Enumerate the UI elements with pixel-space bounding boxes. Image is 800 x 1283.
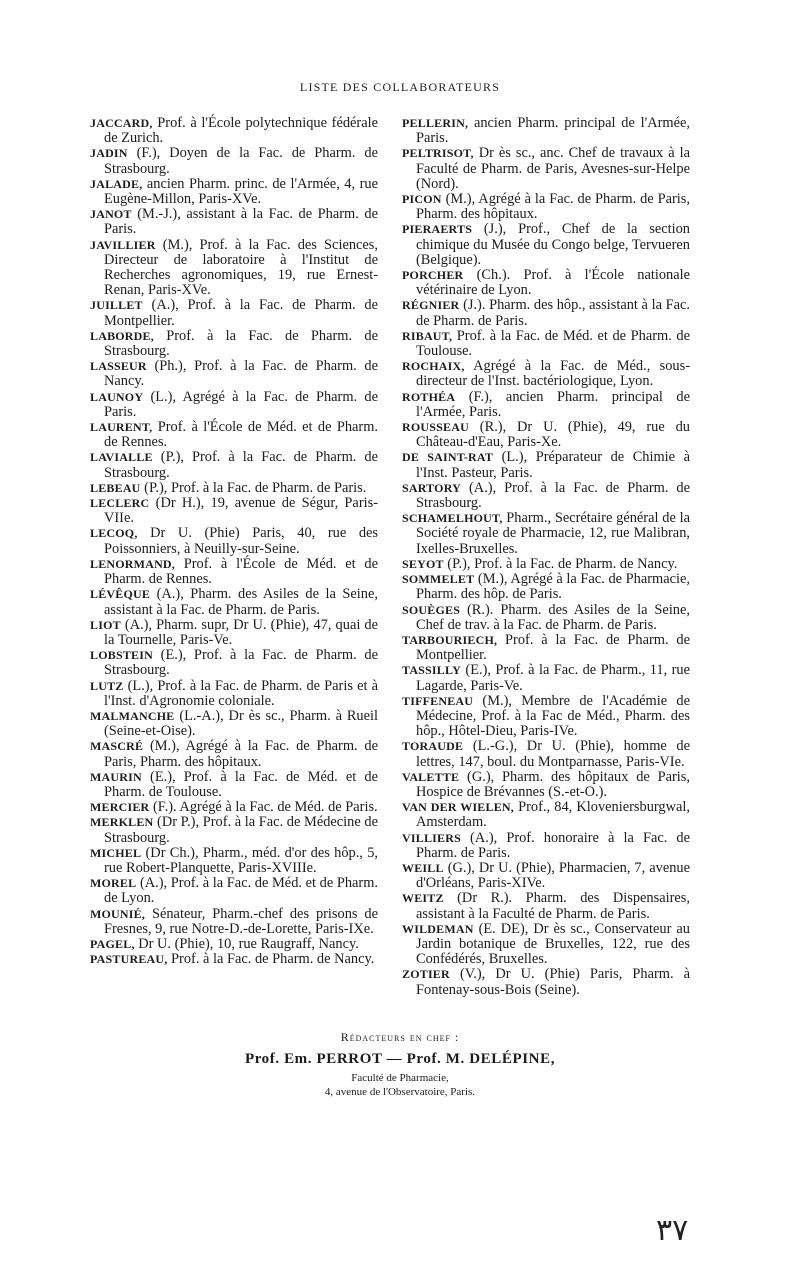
collaborator-entry bbox=[90, 739, 378, 769]
collaborator-entry bbox=[90, 587, 378, 617]
collaborator-entry bbox=[402, 268, 690, 298]
collaborator-details: ancien Pharm. princ. de l'Armée, 4, rue Eugène-Millon, Paris-XVe. bbox=[104, 175, 378, 208]
collaborator-entry bbox=[402, 694, 690, 740]
collaborator-details: (A.), Pharm. des Asiles de la Seine, assistant à la Fac. de Pharm. de Paris. bbox=[104, 586, 378, 618]
collaborator-name: LECLERC bbox=[90, 496, 150, 511]
collaborator-details: (E.), Prof. à la Fac. de Pharm. de Strasbourg. bbox=[104, 647, 378, 679]
collaborator-entry bbox=[402, 967, 690, 997]
collaborator-name: WILDEMAN bbox=[402, 921, 474, 936]
collaborator-details: Prof., 84, Kloveniersburgwal, Amsterdam. bbox=[416, 799, 690, 831]
collaborator-entry bbox=[402, 891, 690, 921]
collaborator-entry bbox=[402, 222, 690, 268]
collaborator-entry bbox=[90, 557, 378, 587]
collaborator-details: (L.-G.), Dr U. (Phie), homme de lettres, 147, boul. du Montparnasse, Paris-VIe. bbox=[416, 738, 690, 770]
collaborator-entry bbox=[402, 603, 690, 633]
collaborator-name: PICON bbox=[402, 192, 442, 207]
collaborator-entry bbox=[90, 815, 378, 845]
collaborator-entry bbox=[402, 922, 690, 968]
collaborator-entry bbox=[90, 526, 378, 556]
collaborator-details: Dr U. (Phie) Paris, 40, rue des Poissonniers, à Neuilly-sur-Seine. bbox=[104, 525, 378, 557]
collaborator-name: WEITZ bbox=[402, 891, 444, 906]
collaborator-name: LAVIALLE bbox=[90, 450, 153, 465]
faculty-name: Faculté de Pharmacie, bbox=[351, 1072, 449, 1084]
collaborator-details: Pharm., Secrétaire général de la Société royale de Pharmacie, 12, rue Malibran, Ixelles-Bruxelles. bbox=[416, 510, 690, 557]
collaborator-details: Dr U. (Phie), 10, rue Raugraff, Nancy. bbox=[134, 935, 359, 952]
collaborator-entry bbox=[90, 846, 378, 876]
collaborator-name: JALADE, bbox=[90, 176, 143, 191]
collaborator-details: Prof. à l'École de Méd. et de Pharm. de Rennes. bbox=[104, 555, 378, 588]
collaborator-entry bbox=[402, 298, 690, 328]
collaborator-details: (R.). Pharm. des Asiles de la Seine, Chef de trav. à la Fac. de Pharm. de Paris. bbox=[416, 601, 690, 633]
collaborator-entry bbox=[402, 420, 690, 450]
collaborator-entry bbox=[90, 329, 378, 359]
collaborator-name: ROUSSEAU bbox=[402, 420, 469, 435]
collaborator-details: Prof. à l'École polytechnique fédérale de Zurich. bbox=[104, 115, 378, 147]
collaborator-entry bbox=[90, 359, 378, 389]
collaborator-details: (R.), Dr U. (Phie), 49, rue du Château-d'Eau, Paris-Xe. bbox=[416, 419, 690, 451]
collaborator-details: (Dr H.), 19, avenue de Ségur, Paris-VIIe. bbox=[104, 495, 378, 527]
collaborator-name: TIFFENEAU bbox=[402, 693, 474, 708]
collaborator-entry bbox=[402, 450, 690, 480]
collaborator-details: (F.), Doyen de la Fac. de Pharm. de Strasbourg. bbox=[104, 145, 378, 177]
collaborator-details: Agrégé à la Fac. de Méd., sous-directeur de l'Inst. bactériologique, Lyon. bbox=[416, 358, 690, 390]
collaborator-details: (M.-J.), assistant à la Fac. de Pharm. de Paris. bbox=[104, 206, 378, 238]
collaborator-name: PIERAERTS bbox=[402, 222, 473, 237]
collaborator-name: LOBSTEIN bbox=[90, 648, 153, 663]
collaborator-name: MERKLEN bbox=[90, 815, 154, 830]
collaborator-name: MERCIER bbox=[90, 800, 150, 815]
collaborator-name: MOUNIÉ, bbox=[90, 906, 146, 921]
collaborator-details: (M.), Agrégé à la Fac. de Pharm. de Paris, Pharm. des hôpitaux. bbox=[104, 738, 378, 770]
collaborator-name: LUTZ bbox=[90, 678, 124, 693]
collaborator-name: SOUÈGES bbox=[402, 602, 461, 617]
faculty-address: 4, avenue de l'Observatoire, Paris. bbox=[324, 1086, 476, 1098]
collaborator-entry bbox=[90, 648, 378, 678]
collaborator-name: LAUNOY bbox=[90, 389, 144, 404]
collaborator-details: (V.), Dr U. (Phie) Paris, Pharm. à Fontenay-sous-Bois (Seine). bbox=[416, 966, 690, 998]
collaborator-details: Prof. à la Fac. de Pharm. de Strasbourg. bbox=[104, 327, 378, 360]
collaborator-name: SEYOT bbox=[402, 556, 444, 571]
collaborator-entry bbox=[402, 663, 690, 693]
collaborator-name: MALMANCHE bbox=[90, 708, 175, 723]
collaborator-details: (A.), Pharm. supr, Dr U. (Phie), 47, quai de la Tournelle, Paris-Ve. bbox=[104, 616, 378, 648]
collaborator-name: JACCARD, bbox=[90, 116, 153, 130]
collaborator-name: PELTRISOT, bbox=[402, 146, 474, 161]
collaborator-details: (A.), Prof. honoraire à la Fac. de Pharm. de Paris. bbox=[416, 829, 690, 861]
editors-heading: Rédacteurs en chef : bbox=[340, 1030, 460, 1044]
collaborator-details: (A.), Prof. à la Fac. de Pharm. de Strasbourg. bbox=[416, 479, 690, 512]
collaborator-details: (Ch.). Prof. à l'École nationale vétérinaire de Lyon. bbox=[416, 267, 690, 299]
collaborator-name: PAGEL, bbox=[90, 936, 135, 951]
collaborator-name: RÉGNIER bbox=[402, 298, 460, 313]
collaborator-name: PORCHER bbox=[402, 268, 464, 283]
collaborator-entry bbox=[402, 359, 690, 389]
collaborator-name: LEBEAU bbox=[90, 480, 141, 495]
collaborator-details: (L.-A.), Dr ès sc., Pharm. à Rueil (Seine-et-Oise). bbox=[104, 707, 378, 740]
collaborator-entry bbox=[90, 876, 378, 906]
collaborator-name: LÉVÊQUE bbox=[90, 587, 151, 602]
collaborator-entry bbox=[90, 679, 378, 709]
collaborator-name: LECOQ, bbox=[90, 526, 138, 541]
collaborator-name: MAURIN bbox=[90, 769, 142, 784]
collaborator-details: (Dr Ch.), Pharm., méd. d'or des hôp., 5, rue Robert-Planquette, Paris-XVIIIe. bbox=[104, 844, 378, 876]
collaborator-entry bbox=[402, 831, 690, 861]
collaborator-details: (P.), Prof. à la Fac. de Pharm. de Paris. bbox=[140, 479, 367, 496]
collaborator-name: ROTHÉA bbox=[402, 389, 456, 404]
collaborator-entry bbox=[90, 952, 378, 967]
collaborator-entry bbox=[90, 177, 378, 207]
collaborator-entry bbox=[90, 116, 378, 146]
collaborator-entry bbox=[402, 329, 690, 359]
collaborator-name: RIBAUT, bbox=[402, 328, 453, 343]
collaborator-entry bbox=[90, 937, 378, 952]
collaborator-details: Dr ès sc., anc. Chef de travaux à la Faculté de Pharm. de Paris, Avesnes-sur-Helpe (Nord). bbox=[416, 145, 690, 192]
collaborator-details: (Dr R.). Pharm. des Dispensaires, assistant à la Faculté de Pharm. de Paris. bbox=[416, 890, 690, 922]
collaborator-entry bbox=[90, 800, 378, 815]
collaborator-details: (E. DE), Dr ès sc., Conservateur au Jardin botanique de Bruxelles, 122, rue des Confédérés, Bruxelles. bbox=[416, 920, 690, 968]
collaborator-name: LIOT bbox=[90, 617, 121, 632]
collaborator-entry bbox=[402, 557, 690, 572]
collaborator-entry bbox=[402, 861, 690, 891]
collaborator-name: MOREL bbox=[90, 876, 137, 891]
collaborator-name: LABORDE, bbox=[90, 328, 154, 343]
collaborator-name: JAVILLIER bbox=[90, 237, 156, 252]
collaborator-entry bbox=[90, 770, 378, 800]
collaborator-entry bbox=[402, 770, 690, 800]
collaborator-details: (A.), Prof. à la Fac. de Méd. et de Pharm. de Lyon. bbox=[104, 875, 378, 907]
collaborator-details: (J.), Prof., Chef de la section chimique du Musée du Congo belge, Tervueren (Belgique). bbox=[416, 221, 690, 268]
collaborator-details: (M.), Agrégé à la Fac. de Pharmacie, Pharm. des hôp. de Paris. bbox=[416, 571, 690, 603]
collaborator-entry bbox=[402, 146, 690, 192]
collaborator-details: (L.), Prof. à la Fac. de Pharm. de Paris et à l'Inst. d'Agronomie coloniale. bbox=[104, 677, 378, 709]
collaborator-name: TARBOURIECH, bbox=[402, 632, 498, 647]
handwritten-page-mark: ٣٧ bbox=[656, 1213, 689, 1248]
collaborator-name: JADIN bbox=[90, 146, 128, 161]
right-column bbox=[402, 116, 690, 998]
collaborator-entry bbox=[402, 511, 690, 557]
collaborator-details: (E.), Prof. à la Fac. de Méd. et de Pharm. de Toulouse. bbox=[104, 768, 378, 800]
collaborator-name: ZOTIER bbox=[402, 967, 450, 982]
collaborator-entry bbox=[402, 481, 690, 511]
collaborator-name: SCHAMELHOUT, bbox=[402, 511, 503, 526]
collaborator-entry bbox=[90, 481, 378, 496]
collaborator-details: (E.), Prof. à la Fac. de Pharm., 11, rue Lagarde, Paris-Ve. bbox=[416, 662, 690, 694]
collaborator-name: MASCRÉ bbox=[90, 739, 144, 754]
page-title: LISTE DES COLLABORATEURS bbox=[299, 80, 501, 94]
collaborator-details: (F.), ancien Pharm. principal de l'Armée, Paris. bbox=[416, 388, 690, 420]
footer bbox=[0, 1030, 800, 1099]
collaborator-entry bbox=[90, 618, 378, 648]
collaborator-details: ancien Pharm. principal de l'Armée, Paris. bbox=[416, 115, 690, 147]
collaborator-name: PELLERIN, bbox=[402, 116, 469, 130]
collaborator-name: JANOT bbox=[90, 207, 132, 222]
collaborator-details: (Dr P.), Prof. à la Fac. de Médecine de Strasbourg. bbox=[104, 814, 378, 846]
collaborator-name: LAURENT, bbox=[90, 420, 153, 435]
collaborator-entry bbox=[90, 907, 378, 937]
collaborator-entry bbox=[90, 420, 378, 450]
chief-editors: Prof. Em. PERROT — Prof. M. DELÉPINE, bbox=[244, 1051, 556, 1067]
collaborator-name: VAN DER WIELEN, bbox=[402, 800, 514, 815]
collaborator-name: JUILLET bbox=[90, 298, 143, 313]
collaborator-name: VILLIERS bbox=[402, 830, 461, 845]
collaborator-name: DE SAINT-RAT bbox=[402, 450, 494, 465]
collaborator-name: VALETTE bbox=[402, 769, 460, 784]
collaborator-entry bbox=[90, 207, 378, 237]
left-column bbox=[90, 116, 378, 967]
collaborator-name: ROCHAIX, bbox=[402, 359, 465, 374]
collaborator-name: LENORMAND, bbox=[90, 556, 175, 571]
collaborator-details: Prof. à l'École de Méd. et de Pharm. de Rennes. bbox=[104, 419, 378, 451]
collaborator-name: TASSILLY bbox=[402, 663, 461, 678]
collaborator-details: (F.). Agrégé à la Fac. de Méd. de Paris. bbox=[149, 799, 378, 816]
collaborator-details: (G.), Pharm. des hôpitaux de Paris, Hospice de Brévannes (S.-et-O.). bbox=[416, 768, 690, 800]
collaborator-details: Sénateur, Pharm.-chef des prisons de Fresnes, 9, rue Notre-D.-de-Lorette, Paris-IXe. bbox=[104, 905, 378, 937]
collaborator-details: (P.), Prof. à la Fac. de Pharm. de Strasbourg. bbox=[104, 449, 378, 481]
collaborator-entry bbox=[90, 450, 378, 480]
collaborator-name: PASTUREAU, bbox=[90, 952, 168, 967]
collaborator-entry bbox=[90, 709, 378, 739]
collaborator-entry bbox=[402, 633, 690, 663]
collaborator-details: (L.), Préparateur de Chimie à l'Inst. Pasteur, Paris. bbox=[416, 449, 691, 481]
collaborator-name: MICHEL bbox=[90, 845, 142, 860]
collaborator-name: WEILL bbox=[402, 860, 444, 875]
collaborator-entry bbox=[90, 238, 378, 299]
collaborator-details: (P.), Prof. à la Fac. de Pharm. de Nancy. bbox=[443, 555, 678, 572]
collaborator-details: (L.), Agrégé à la Fac. de Pharm. de Paris. bbox=[104, 388, 378, 420]
collaborator-entry bbox=[90, 146, 378, 176]
collaborator-name: SARTORY bbox=[402, 480, 462, 495]
collaborator-details: (G.), Dr U. (Phie), Pharmacien, 7, avenue d'Orléans, Paris-XIVe. bbox=[416, 859, 690, 892]
collaborator-name: TORAUDE bbox=[402, 739, 464, 754]
collaborator-details: (M.), Agrégé à la Fac. de Pharm. de Paris, Pharm. des hôpitaux. bbox=[416, 191, 690, 223]
collaborator-details: (M.), Prof. à la Fac. des Sciences, Directeur de laboratoire à l'Institut de Recherches agronomiques, 19, rue Ernest-Renan, Paris-XVe. bbox=[104, 236, 378, 299]
collaborator-details: Prof. à la Fac. de Méd. et de Pharm. de Toulouse. bbox=[416, 327, 690, 360]
collaborator-entry bbox=[90, 390, 378, 420]
collaborator-details: (J.). Pharm. des hôp., assistant à la Fac. de Pharm. de Paris. bbox=[416, 297, 690, 329]
collaborator-details: (Ph.), Prof. à la Fac. de Pharm. de Nancy. bbox=[104, 358, 378, 390]
collaborator-entry bbox=[402, 390, 690, 420]
collaborator-name: LASSEUR bbox=[90, 359, 147, 374]
collaborator-details: (A.), Prof. à la Fac. de Pharm. de Montpellier. bbox=[104, 297, 378, 329]
collaborator-entry bbox=[402, 739, 690, 769]
collaborator-entry bbox=[402, 116, 690, 146]
collaborator-name: SOMMELET bbox=[402, 572, 475, 587]
collaborator-entry bbox=[402, 800, 690, 830]
collaborator-details: Prof. à la Fac. de Pharm. de Nancy. bbox=[167, 951, 375, 968]
collaborator-entry bbox=[402, 192, 690, 222]
collaborator-details: (M.), Membre de l'Académie de Médecine, Prof. à la Fac de Méd., Pharm. des hôp., Hôtel-Dieu, Paris-IVe. bbox=[416, 692, 690, 740]
collaborator-entry bbox=[90, 496, 378, 526]
collaborator-entry bbox=[90, 298, 378, 328]
collaborator-entry bbox=[402, 572, 690, 602]
collaborator-details: Prof. à la Fac. de Pharm. de Montpellier. bbox=[416, 631, 690, 664]
